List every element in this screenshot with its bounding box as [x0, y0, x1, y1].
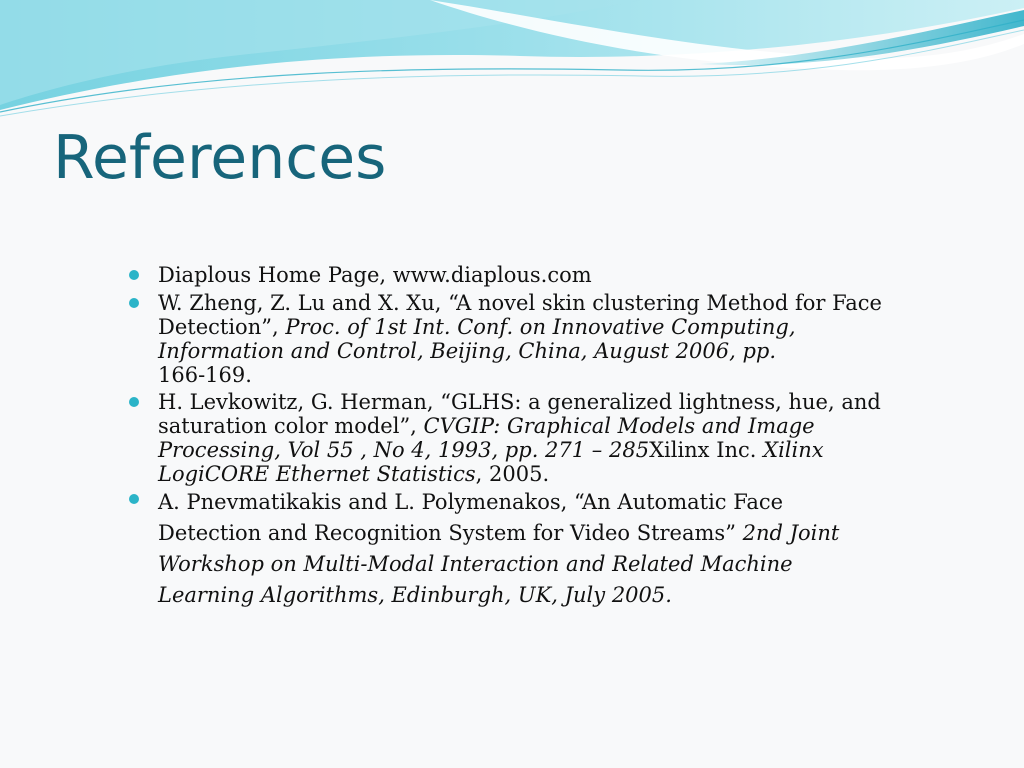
- reference-line: [158, 549, 916, 580]
- reference-italic-text: CVGIP: Graphical Models and Image: [423, 414, 815, 438]
- reference-text: W. Zheng, Z. Lu and X. Xu, “A novel skin clustering Method for Face: [158, 291, 882, 315]
- reference-text: Detection”,: [158, 315, 286, 339]
- reference-line: [158, 518, 916, 549]
- reference-line: [158, 438, 916, 462]
- reference-italic-text: Learning Algorithms, Edinburgh, UK, July 2005.: [158, 583, 672, 607]
- reference-line: [158, 339, 916, 363]
- reference-line: [158, 363, 916, 387]
- reference-text: H. Levkowitz, G. Herman, “GLHS: a generalized lightness, hue, and: [158, 390, 881, 414]
- reference-item: [126, 390, 916, 486]
- bullet-icon: [129, 494, 139, 504]
- bullet-icon: [129, 397, 139, 407]
- reference-text: 166-169.: [158, 363, 252, 387]
- reference-text: Xilinx Inc.: [649, 438, 764, 462]
- reference-line: [158, 315, 916, 339]
- reference-italic-text: Processing, Vol 55 , No 4, 1993, pp. 271 – 285: [158, 438, 650, 462]
- reference-text: Detection and Recognition System for Video Streams”: [158, 521, 743, 545]
- reference-text: A. Pnevmatikakis and L. Polymenakos, “An Automatic Face: [158, 490, 784, 514]
- reference-italic-text: LogiCORE Ethernet Statistics: [158, 462, 476, 486]
- reference-italic-text: Xilinx: [763, 438, 824, 462]
- reference-italic-text: Workshop on Multi-Modal Interaction and Related Machine: [158, 552, 793, 576]
- reference-item: [126, 291, 916, 387]
- reference-italic-text: Information and Control, Beijing, China, August 2006, pp.: [158, 339, 777, 363]
- header-wave-decoration: [0, 0, 1024, 120]
- reference-line: [158, 390, 916, 414]
- reference-line: [158, 462, 916, 486]
- bullet-icon: [129, 270, 139, 280]
- reference-list: [126, 261, 916, 611]
- reference-text: , 2005.: [475, 462, 550, 486]
- bullet-icon: [129, 298, 139, 308]
- reference-text: Diaplous Home Page, www.diaplous.com: [158, 263, 592, 287]
- reference-text: saturation color model”,: [158, 414, 424, 438]
- reference-line: [158, 580, 916, 611]
- slide-title: References: [53, 123, 387, 193]
- reference-line: [158, 487, 916, 518]
- reference-line: [158, 291, 916, 315]
- reference-item: [126, 487, 916, 611]
- reference-item: [126, 263, 916, 287]
- reference-italic-text: Proc. of 1st Int. Conf. on Innovative Computing,: [285, 315, 796, 339]
- reference-line: [158, 414, 916, 438]
- reference-line: [158, 263, 916, 287]
- reference-italic-text: 2nd Joint: [742, 521, 840, 545]
